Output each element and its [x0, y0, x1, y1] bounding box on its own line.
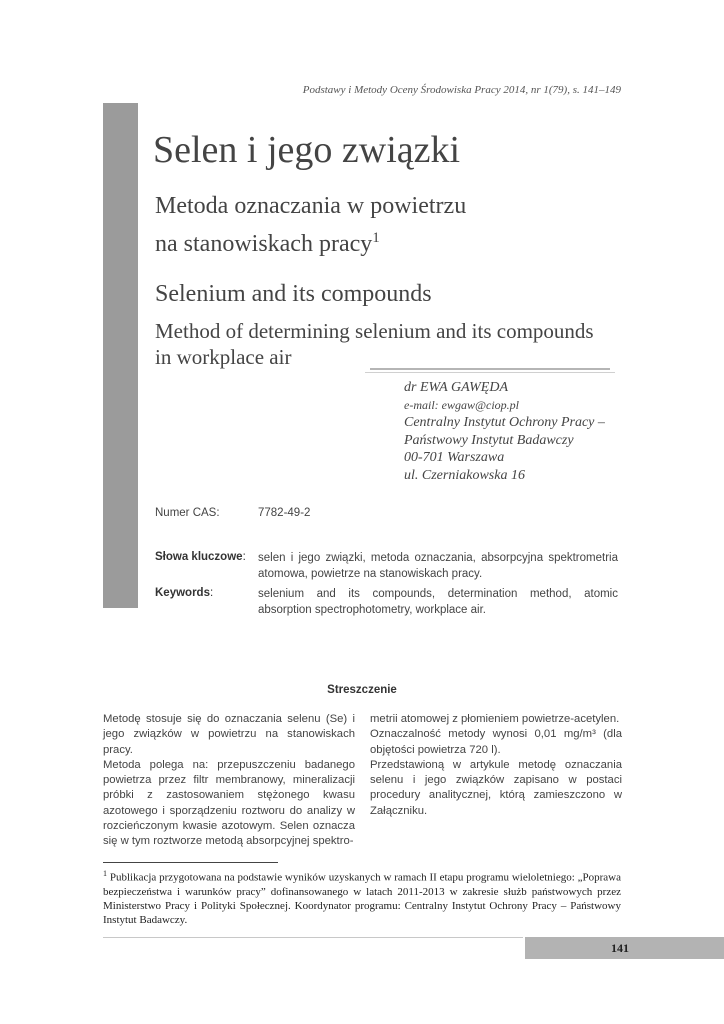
abstract-paragraph: Przedstawioną w artykule metodę oznaczania selenu i jego związków zapisano w postaci procedury analitycznej, którą zamieszczono w Załączniku. — [370, 758, 622, 817]
footnote-number: 1 — [103, 869, 107, 878]
divider-rule — [370, 368, 610, 370]
author-email[interactable]: e-mail: ewgaw@ciop.pl — [404, 397, 520, 412]
author-name: dr EWA GAWĘDA — [404, 380, 509, 395]
subtitle-pl-line1: Metoda oznaczania w powietrzu — [155, 193, 467, 219]
divider-rule-thin — [365, 372, 615, 373]
keywords-pl-label — [155, 551, 246, 563]
subtitle-en-line2: in workplace air — [155, 345, 292, 369]
keywords-pl-separator: : — [242, 551, 246, 563]
cas-label: Numer CAS: — [155, 507, 220, 519]
footnote-text: Publikacja przygotowana na podstawie wyników uzyskanych w ramach II etapu programu wieloletniego: „Poprawa bezpieczeństwa i warunków pracy” dofinansowanego w latach 2011-2013 w zakresie służb państwowych przez Ministerstwo Pracy i Polityki Społecznej. Koordynator programu: Centralny Instytut Ochrony Pracy – Państwowy Instytut Badawczy. — [103, 871, 621, 926]
cas-value: 7782-49-2 — [258, 507, 311, 519]
abstract-heading: Streszczenie — [327, 684, 397, 696]
journal-header: Podstawy i Metody Oceny Środowiska Pracy 2014, nr 1(79), s. 141–149 — [302, 84, 621, 96]
author-address-2: ul. Czerniakowska 16 — [404, 467, 525, 483]
subtitle-pl-line2: na stanowiskach pracy — [155, 231, 373, 257]
author-affiliation-2: Państwowy Instytut Badawczy — [404, 432, 574, 448]
abstract-paragraph: Metoda polega na: przepuszczeniu badanego powietrza przez filtr membranowy, mineralizacji próbki z zastosowaniem stężonego kwasu azotowego i sporządzeniu roztworu do analizy w rozcieńczonym kwasie azotowym. Selen oznacza się w tym roztworze metodą absorpcyjnej spektro- — [103, 758, 355, 848]
page-title: Selen i jego związki — [153, 129, 461, 171]
title-en: Selenium and its compounds — [155, 281, 432, 307]
footnote — [103, 867, 621, 927]
author-address-1: 00-701 Warszawa — [404, 450, 505, 465]
abstract-left-column — [103, 712, 355, 850]
keywords-en-label-text: Keywords — [155, 587, 210, 599]
keywords-en-label — [155, 587, 213, 599]
keywords-pl-label-text: Słowa kluczowe — [155, 551, 243, 563]
abstract-paragraph: Oznaczalność metody wynosi 0,01 mg/m³ (dla objętości powietrza 720 l). — [370, 728, 622, 756]
keywords-pl-text: selen i jego związki, metoda oznaczania, absorpcyjna spektrometria atomowa, powietrze na stanowiskach pracy. — [258, 552, 618, 580]
page-number: 141 — [611, 941, 629, 955]
author-affiliation-1: Centralny Instytut Ochrony Pracy – — [404, 415, 605, 430]
subtitle-pl — [155, 190, 466, 260]
author-block — [404, 379, 605, 484]
subtitle-en-line1: Method of determining selenium and its compounds — [155, 319, 594, 343]
keywords-en-text: selenium and its compounds, determination method, atomic absorption spectrophotometry, workplace air. — [258, 588, 618, 616]
subtitle-pl-line2-wrap — [155, 222, 466, 260]
abstract-right-column — [370, 712, 622, 819]
footer-rule — [103, 937, 523, 938]
footnote-rule — [103, 862, 278, 863]
keywords-en-separator: : — [209, 587, 214, 599]
abstract-paragraph: metrii atomowej z płomieniem powietrze-acetylen. — [370, 713, 620, 725]
footnote-mark[interactable]: 1 — [372, 230, 380, 246]
abstract-paragraph: Metodę stosuje się do oznaczania selenu (Se) i jego związków w powietrzu na stanowiskach pracy. — [103, 713, 355, 756]
side-bar — [103, 103, 138, 608]
subtitle-en — [155, 318, 594, 370]
